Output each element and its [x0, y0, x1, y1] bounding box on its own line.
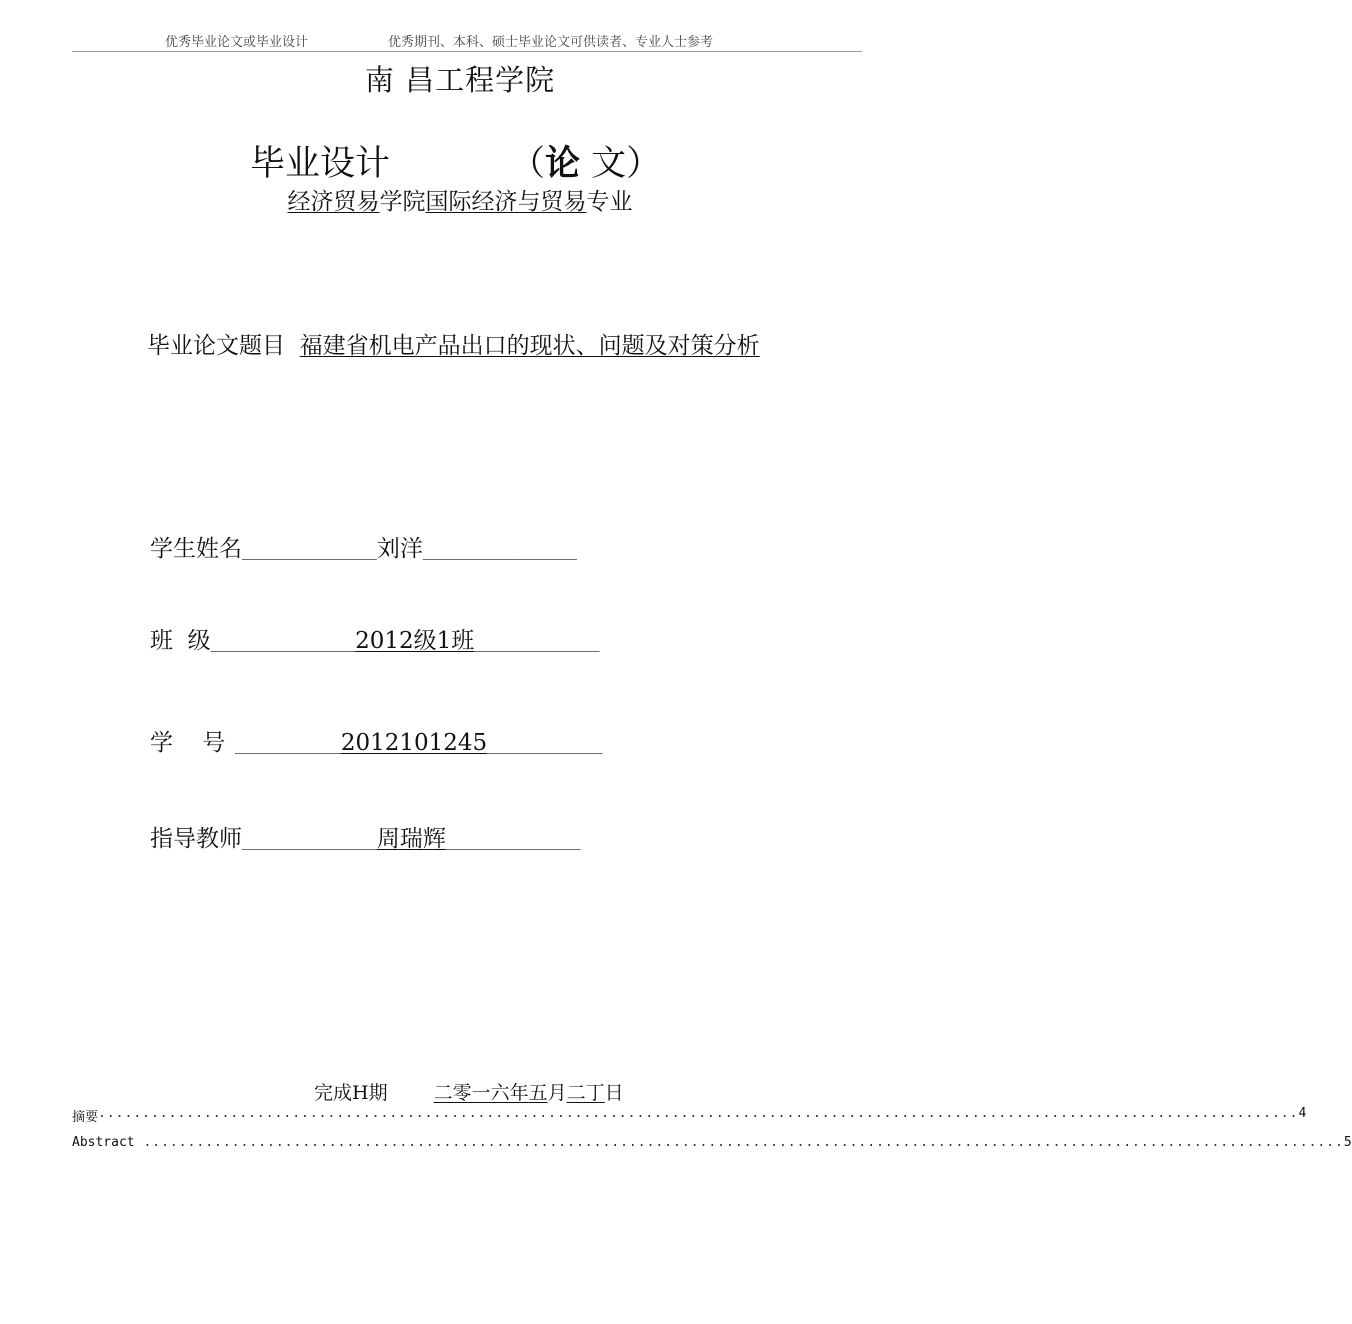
toc-label: Abstract	[72, 1135, 135, 1150]
thesis-title-label: 毕业论文题目	[147, 333, 285, 359]
completion-month-unit: 月	[547, 1082, 567, 1104]
toc-page: 4	[1298, 1106, 1307, 1121]
toc-leader: ........................................................................................................................................	[98, 1106, 1299, 1121]
school-name: 南 昌工程学院	[364, 63, 556, 97]
toc-entry[interactable]	[72, 1135, 1352, 1150]
header-rule	[72, 51, 862, 52]
field-label: 班 级	[150, 628, 211, 654]
toc-entry[interactable]	[72, 1106, 1307, 1125]
field-blank-post: ______________	[445, 831, 581, 850]
major-suffix: 专业	[586, 189, 633, 215]
department-line	[0, 183, 920, 216]
field-advisor	[150, 820, 581, 853]
toc-page: 5	[1343, 1135, 1352, 1150]
field-value: 周瑞辉	[376, 826, 446, 852]
major-name: 国际经济与贸易	[425, 189, 587, 215]
field-student-id	[150, 724, 603, 757]
completion-date	[314, 1078, 624, 1105]
completion-label: 完成H期	[314, 1082, 388, 1104]
running-header-left: 优秀毕业论文或毕业设计	[165, 35, 309, 50]
kind-rest: 文）	[580, 144, 662, 184]
field-blank-pre: ______________	[242, 541, 377, 560]
thesis-title-line	[147, 327, 760, 360]
college-name: 经济贸易	[287, 189, 380, 215]
field-label: 指导教师	[150, 826, 242, 852]
completion-year: 二零一六年	[433, 1082, 529, 1104]
document-kind-right	[510, 136, 661, 186]
field-label: 学生姓名	[150, 536, 242, 562]
field-label: 学 号	[150, 730, 226, 756]
field-blank-pre: _______________	[210, 633, 356, 652]
kind-open-paren: （	[510, 144, 546, 184]
college-suffix: 学院	[379, 189, 426, 215]
field-blank-post: ________________	[422, 541, 577, 560]
completion-day: 二丁	[566, 1082, 605, 1104]
running-header-right: 优秀期刊、本科、硕士毕业论文可供读者、专业人士参考	[388, 35, 714, 50]
field-value: 2012级1班	[355, 628, 475, 654]
field-blank-post: _____________	[474, 633, 600, 652]
completion-month: 五	[528, 1082, 548, 1104]
field-blank-pre: ______________	[242, 831, 377, 850]
field-value: 刘洋	[376, 536, 423, 562]
field-blank-pre: ___________	[225, 735, 341, 754]
kind-bold-char: 论	[545, 143, 581, 184]
document-kind-left: 毕业设计	[250, 144, 391, 184]
field-student-name	[150, 530, 577, 563]
field-value: 2012101245	[340, 730, 488, 756]
thesis-title-value: 福建省机电产品出口的现状、问题及对策分析	[299, 333, 760, 359]
completion-day-unit: 日	[604, 1082, 624, 1104]
toc-leader: ........................................................................................................................................	[134, 1135, 1344, 1150]
field-class	[150, 622, 600, 655]
field-blank-post: ____________	[487, 735, 603, 754]
toc-label: 摘要	[72, 1110, 99, 1125]
